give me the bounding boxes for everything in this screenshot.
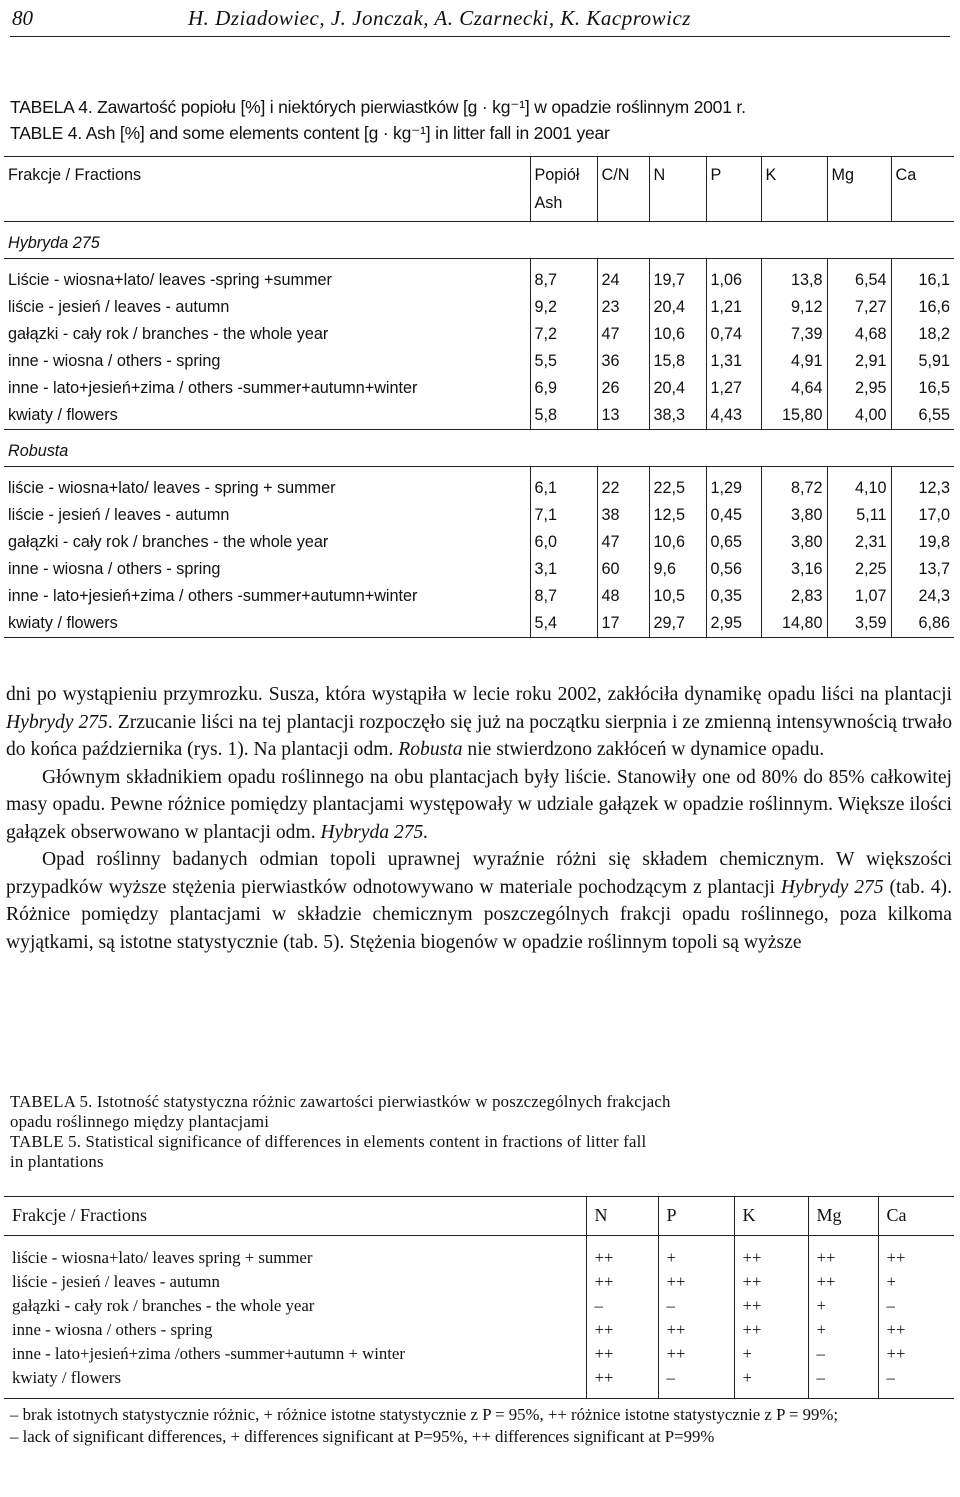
body-p2-italic: Hybryda 275. — [320, 821, 429, 843]
table-cell: 1,29 — [706, 467, 761, 503]
table-row — [4, 1294, 954, 1318]
row-label: liście - jesień / leaves - autumn — [8, 298, 230, 316]
table-cell: 6,1 — [530, 467, 597, 503]
group-label: Hybryda 275 — [4, 222, 530, 259]
row-label: liście - jesień / leaves - autumn — [12, 1272, 220, 1291]
table-cell: 16,5 — [891, 375, 954, 402]
table-row — [4, 1318, 954, 1342]
page-number: 80 — [12, 6, 33, 30]
table-cell: 3,59 — [827, 610, 891, 638]
row-label: liście - jesień / leaves - autumn — [8, 506, 230, 524]
table-cell: 19,8 — [891, 529, 954, 556]
table-row — [4, 348, 954, 375]
table-cell: – — [658, 1366, 734, 1399]
table-cell: 19,7 — [649, 259, 706, 295]
table4-group-row — [4, 430, 954, 467]
table5-caption-pl-2: opadu roślinnego między plantacjami — [10, 1112, 270, 1131]
table-cell: 2,25 — [827, 556, 891, 583]
group-label: Robusta — [4, 430, 530, 467]
footnote-en: – lack of significant differences, + differences significant at P=95%, ++ differences significant at P=99% — [10, 1427, 715, 1446]
table-row — [4, 402, 954, 430]
table-cell: 8,7 — [530, 583, 597, 610]
table-row — [4, 375, 954, 402]
table-cell: 36 — [597, 348, 649, 375]
table-cell: 7,27 — [827, 294, 891, 321]
table-cell: 6,54 — [827, 259, 891, 295]
table-cell: 2,91 — [827, 348, 891, 375]
col-header-n: N — [586, 1197, 658, 1236]
table-cell: 5,91 — [891, 348, 954, 375]
table-cell: 5,8 — [530, 402, 597, 430]
table5 — [4, 1196, 954, 1399]
row-label: Liście - wiosna+lato/ leaves -spring +summer — [8, 271, 332, 289]
table-cell: 4,68 — [827, 321, 891, 348]
table-cell: + — [808, 1294, 878, 1318]
table-row — [4, 502, 954, 529]
table-cell: 7,2 — [530, 321, 597, 348]
table-cell: ++ — [878, 1342, 954, 1366]
col-header-mg: Mg — [827, 157, 891, 222]
table-cell: 14,80 — [761, 610, 827, 638]
table-cell: 13 — [597, 402, 649, 430]
table-cell: 9,6 — [649, 556, 706, 583]
row-label: kwiaty / flowers — [8, 614, 118, 632]
table-cell: ++ — [734, 1270, 808, 1294]
table-cell: 10,6 — [649, 529, 706, 556]
table-cell: 0,35 — [706, 583, 761, 610]
group-spacer — [530, 430, 954, 467]
col-header-ca: Ca — [891, 157, 954, 222]
table-cell: 0,45 — [706, 502, 761, 529]
table-cell: 5,5 — [530, 348, 597, 375]
table-cell: 20,4 — [649, 375, 706, 402]
body-p3-b: (tab. 4). Różnice pomiędzy plantacjami w składzie chemicznym poszczególnych frakcji opadu roślinnego, poza kilkoma wyjątkami, są istotne statystycznie (tab. 5). Stężenia biogenów w opadzie roślinnym topoli są wyższe — [6, 876, 952, 953]
body-p2-a: Głównym składnikiem opadu roślinnego na obu plantacjach były liście. Stanowiły one od 80% do 85% całkowitej masy opadu. Pewne różnice pomiędzy plantacjami występowały w udziale gałązek w opadzie roślinnym. Większe ilości gałązek obserwowano w plantacji odm. — [6, 766, 952, 843]
table-cell: ++ — [808, 1236, 878, 1271]
table-cell: ++ — [658, 1318, 734, 1342]
table-cell: 12,3 — [891, 467, 954, 503]
table4-caption-pl: TABELA 4. Zawartość popiołu [%] i niektórych pierwiastków [g · kg⁻¹] w opadzie roślinnym 2001 r. — [10, 97, 746, 117]
col-header-n: N — [649, 157, 706, 222]
group-spacer — [530, 222, 954, 259]
table-cell: 8,7 — [530, 259, 597, 295]
table-cell: 47 — [597, 321, 649, 348]
row-label: gałązki - cały rok / branches - the whole year — [8, 533, 329, 551]
table-cell: 2,95 — [827, 375, 891, 402]
table-cell: ++ — [586, 1342, 658, 1366]
table-row — [4, 529, 954, 556]
table-cell: 8,72 — [761, 467, 827, 503]
table-cell: 0,56 — [706, 556, 761, 583]
table-cell: ++ — [734, 1318, 808, 1342]
table-cell: – — [586, 1294, 658, 1318]
table-cell: – — [808, 1342, 878, 1366]
table-cell: 4,00 — [827, 402, 891, 430]
table-cell: 2,95 — [706, 610, 761, 638]
table-cell: 13,7 — [891, 556, 954, 583]
table-cell: 3,80 — [761, 529, 827, 556]
col-header-mg: Mg — [808, 1197, 878, 1236]
body-p1-b: . Zrzucanie liści na tej plantacji rozpoczęło się już na początku sierpnia i ze zmienną intensywnością trwało do końca października (rys. 1). Na plantacji odm. — [6, 711, 953, 760]
row-label: inne - wiosna / others - spring — [8, 560, 221, 578]
table-cell: – — [878, 1294, 954, 1318]
table-cell: ++ — [586, 1318, 658, 1342]
table-cell: 16,6 — [891, 294, 954, 321]
table-cell: 4,91 — [761, 348, 827, 375]
table-cell: + — [658, 1236, 734, 1271]
table-cell: 23 — [597, 294, 649, 321]
table5-caption — [10, 1092, 950, 1172]
col-header-fractions: Frakcje / Fractions — [8, 166, 142, 184]
table-cell: 2,83 — [761, 583, 827, 610]
table-cell: 12,5 — [649, 502, 706, 529]
col-header-ash — [530, 157, 597, 222]
table-cell: 9,12 — [761, 294, 827, 321]
table5-header-row — [4, 1197, 954, 1236]
table-cell: 4,10 — [827, 467, 891, 503]
row-label: kwiaty / flowers — [8, 406, 118, 424]
table-cell: 17 — [597, 610, 649, 638]
table-cell: 10,5 — [649, 583, 706, 610]
table-cell: 5,11 — [827, 502, 891, 529]
table-cell: 7,39 — [761, 321, 827, 348]
row-label: gałązki - cały rok / branches - the whole year — [12, 1296, 315, 1315]
footnote — [10, 1404, 950, 1448]
table5-caption-en-1: TABLE 5. Statistical significance of differences in elements content in fractions of litter fall — [10, 1132, 647, 1151]
table-cell: 16,1 — [891, 259, 954, 295]
running-head — [10, 4, 950, 37]
table-cell: 15,8 — [649, 348, 706, 375]
table4-body — [4, 157, 954, 638]
table-cell: 2,31 — [827, 529, 891, 556]
table-row — [4, 321, 954, 348]
body-p1-italic-1: Hybrydy 275 — [6, 711, 108, 733]
table-cell: 1,27 — [706, 375, 761, 402]
table-row — [4, 583, 954, 610]
table-row — [4, 259, 954, 295]
table-cell: 1,21 — [706, 294, 761, 321]
table-cell: ++ — [878, 1318, 954, 1342]
table4-header-row — [4, 157, 954, 222]
table-cell: 60 — [597, 556, 649, 583]
footnote-pl: – brak istotnych statystycznie różnic, + różnice istotne statystycznie z P = 95%, ++ różnice istotne statystycznie z P = 99%; — [10, 1405, 839, 1424]
body-p1-a: dni po wystąpieniu przymrozku. Susza, która wystąpiła w lecie roku 2002, zakłóciła dynamikę opadu liści na plantacji — [6, 684, 952, 705]
table-cell: 38 — [597, 502, 649, 529]
table-cell: 24 — [597, 259, 649, 295]
table-cell: + — [808, 1318, 878, 1342]
table-row — [4, 556, 954, 583]
body-p3-italic: Hybrydy 275 — [780, 876, 884, 898]
body-p1-c: nie stwierdzono zakłóceń w dynamice opadu. — [462, 739, 825, 760]
col-header-ash-pl: Popiół — [534, 166, 580, 184]
col-header-ca: Ca — [878, 1197, 954, 1236]
table-cell: ++ — [658, 1342, 734, 1366]
table-cell: ++ — [586, 1236, 658, 1271]
row-label: inne - lato+jesień+zima / others -summer+autumn+winter — [8, 587, 418, 605]
table-cell: ++ — [734, 1294, 808, 1318]
table-cell: 1,31 — [706, 348, 761, 375]
table-cell: 15,80 — [761, 402, 827, 430]
row-label: inne - wiosna / others - spring — [8, 352, 221, 370]
table-row — [4, 467, 954, 503]
body-text — [6, 681, 952, 956]
body-p1-italic-2: Robusta — [398, 739, 463, 760]
table-cell: + — [878, 1270, 954, 1294]
table-cell: 20,4 — [649, 294, 706, 321]
table-cell: 4,64 — [761, 375, 827, 402]
table-row — [4, 1366, 954, 1399]
table5-body — [4, 1197, 954, 1399]
col-header-k: K — [761, 157, 827, 222]
table-cell: 3,1 — [530, 556, 597, 583]
table-cell: 5,4 — [530, 610, 597, 638]
table-cell: – — [878, 1366, 954, 1399]
col-header-ash-en: Ash — [534, 194, 563, 212]
table-cell: 48 — [597, 583, 649, 610]
table4-group-row — [4, 222, 954, 259]
table-cell: 22,5 — [649, 467, 706, 503]
row-label: liście - wiosna+lato/ leaves spring + summer — [12, 1248, 313, 1267]
table-cell: 26 — [597, 375, 649, 402]
table5-caption-en-2: in plantations — [10, 1152, 104, 1171]
col-header-k: K — [734, 1197, 808, 1236]
table-cell: – — [658, 1294, 734, 1318]
table-cell: 1,06 — [706, 259, 761, 295]
table-cell: 17,0 — [891, 502, 954, 529]
table-cell: 6,86 — [891, 610, 954, 638]
table-cell: 18,2 — [891, 321, 954, 348]
row-label: liście - wiosna+lato/ leaves - spring + summer — [8, 479, 336, 497]
table5-caption-pl-1: TABELA 5. Istotność statystyczna różnic zawartości pierwiastków w poszczególnych frakcjach — [10, 1092, 671, 1111]
body-p3-a: Opad roślinny badanych odmian topoli uprawnej wyraźnie różni się składem chemicznym. W większości przypadków wyższe stężenia pierwiastków odnotowywano w materiale pochodzącym z plantacji — [6, 849, 952, 898]
table-cell: 6,0 — [530, 529, 597, 556]
table-cell: 38,3 — [649, 402, 706, 430]
table-cell: ++ — [586, 1366, 658, 1399]
table-cell: 3,16 — [761, 556, 827, 583]
table-row — [4, 610, 954, 638]
table-cell: ++ — [734, 1236, 808, 1271]
table-cell: 0,74 — [706, 321, 761, 348]
col-header-fractions: Frakcje / Fractions — [4, 1197, 586, 1236]
table4 — [4, 156, 954, 638]
table-cell: 24,3 — [891, 583, 954, 610]
table4-caption-en: TABLE 4. Ash [%] and some elements content [g · kg⁻¹] in litter fall in 2001 year — [10, 123, 610, 143]
table-row — [4, 1236, 954, 1271]
row-label: inne - lato+jesień+zima /others -summer+autumn + winter — [12, 1344, 405, 1363]
col-header-cn: C/N — [597, 157, 649, 222]
table-cell: 47 — [597, 529, 649, 556]
table-cell: – — [808, 1366, 878, 1399]
table-cell: 10,6 — [649, 321, 706, 348]
table-cell: ++ — [808, 1270, 878, 1294]
row-label: inne - wiosna / others - spring — [12, 1320, 213, 1339]
table-cell: 29,7 — [649, 610, 706, 638]
table-cell: ++ — [878, 1236, 954, 1271]
col-header-p: P — [706, 157, 761, 222]
row-label: kwiaty / flowers — [12, 1368, 122, 1387]
table-cell: 9,2 — [530, 294, 597, 321]
authors: H. Dziadowiec, J. Jonczak, A. Czarnecki, K. Kacprowicz — [188, 6, 691, 30]
table-cell: 6,55 — [891, 402, 954, 430]
table-cell: ++ — [658, 1270, 734, 1294]
table-cell: + — [734, 1366, 808, 1399]
table-cell: 1,07 — [827, 583, 891, 610]
table-cell: 4,43 — [706, 402, 761, 430]
table-cell: 7,1 — [530, 502, 597, 529]
table-row — [4, 294, 954, 321]
row-label: gałązki - cały rok / branches - the whole year — [8, 325, 329, 343]
table-cell: 0,65 — [706, 529, 761, 556]
table-cell: 3,80 — [761, 502, 827, 529]
table-cell: 22 — [597, 467, 649, 503]
col-header-p: P — [658, 1197, 734, 1236]
row-label: inne - lato+jesień+zima / others -summer+autumn+winter — [8, 379, 418, 397]
table-cell: 13,8 — [761, 259, 827, 295]
table-row — [4, 1270, 954, 1294]
table-cell: + — [734, 1342, 808, 1366]
table-row — [4, 1342, 954, 1366]
table-cell: 6,9 — [530, 375, 597, 402]
table-cell: ++ — [586, 1270, 658, 1294]
